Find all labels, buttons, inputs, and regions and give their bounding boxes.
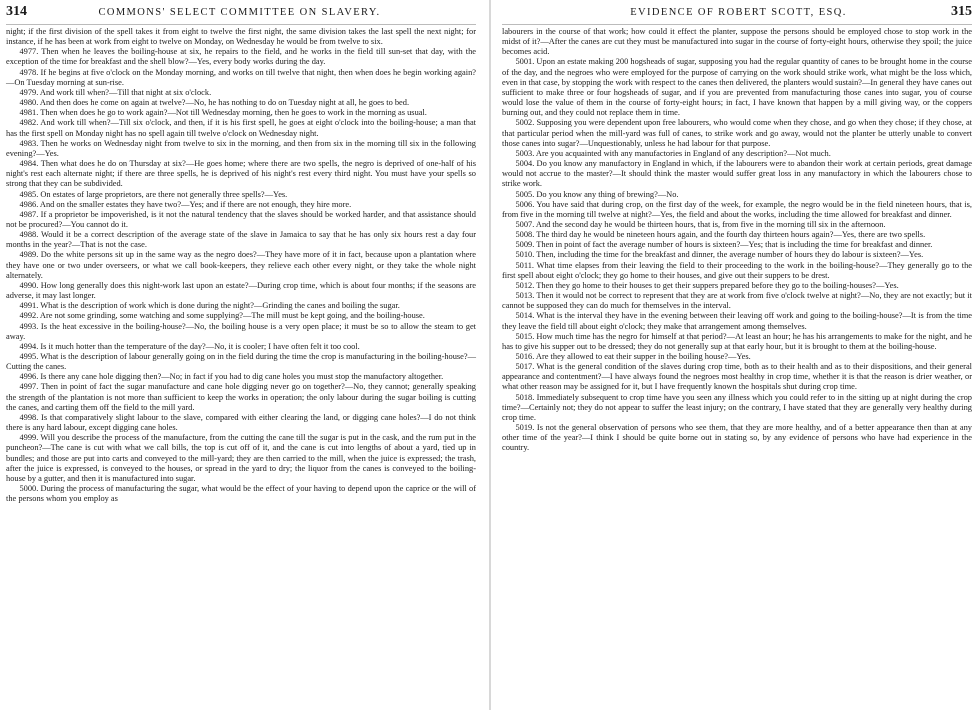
right-page <box>490 0 980 710</box>
evidence-paragraph: 4984. Then what does he do on Thursday at six?—He goes home; where there are two spells, the negro is deprived of one-half of his night's rest each alternate night; if there are three spells, he is deprived of his night's rest every third night. You must have your spells so strong that they can be subdivided. <box>6 159 476 189</box>
evidence-paragraph: 4993. Is the heat excessive in the boiling-house?—No, the boiling house is a very open place; it must be so to allow the steam to get away. <box>6 321 476 341</box>
evidence-paragraph: 5011. What time elapses from their leaving the field to their proceeding to the work in the boiling-house?—They generally go to the first spell about eight o'clock; they go home to their houses, and give out their suppers to be drest. <box>502 260 972 280</box>
evidence-paragraph: 4978. If he begins at five o'clock on the Monday morning, and works on till twelve that night, then when does he begin working again?—On Tuesday morning at sun-rise. <box>6 67 476 87</box>
evidence-paragraph: 5015. How much time has the negro for himself at that period?—At least an hour; he has his arrangements to make for the night, and he has to give his supper out to be dressed; they do not generally sup at that early hour, but it is brought to them at the boiling-house. <box>502 331 972 351</box>
evidence-paragraph: 4977. Then when he leaves the boiling-house at six, he repairs to the field, and he works in the field till sun-set that day, with the exception of the time for breakfast and the shell blow?—Yes, every body works during the day. <box>6 47 476 67</box>
evidence-paragraph: 4987. If a proprietor be impoverished, is it not the natural tendency that the slaves should be worked harder, and that assistance should not be procured?—You cannot do it. <box>6 209 476 229</box>
evidence-paragraph: 5013. Then it would not be correct to represent that they are at work from five o'clock twelve at night?—No, they are not exactly; but it cannot be supposed they can do much for themselves in the interval. <box>502 291 972 311</box>
evidence-paragraph: 5001. Upon an estate making 200 hogsheads of sugar, supposing you had the regular quantity of canes to be brought home in the course of the day, and the negroes who were employed for the purpose of carrying on the work should strike work, what might be the loss which, even in that case, by stopping the work with respect to the canes then delivered, the planters would sustain?—In general they have canes out sufficient to make three or four hogsheads of sugar, and if you are prevented from manufacturing those canes into sugar, you of course would lose the value of them in the course of forty-eight hours; in fact, I have known that happen by a mill giving way, or the coppers burning out, and they could not replace them in time. <box>502 57 973 118</box>
evidence-paragraph: 5004. Do you know any manufactory in England in which, if the labourers were to abandon their work at certain periods, great damage would not accrue to the master?—It should think the master would suffer great loss in any manufactory in which the labourers chose to strike work. <box>502 159 972 189</box>
evidence-paragraph: 5016. Are they allowed to eat their supper in the boiling house?—Yes. <box>515 352 751 361</box>
evidence-paragraph: 4981. Then when does he go to work again?—Not till Wednesday morning, then he goes to work in the morning as usual. <box>19 108 427 118</box>
evidence-paragraph: 4982. And work till when?—Till six o'clock, and then, if it is his first spell, he goes at eight o'clock into the boiling-house; a man that has the first spell on Monday night has no spell again till twelve o'clock on Wednesday night. <box>6 118 476 138</box>
evidence-paragraph: 4990. How long generally does this night-work last upon an estate?—During crop time, which is about four months; if the seasons are adverse, it may last longer. <box>6 280 476 301</box>
evidence-paragraph: 4997. Then in point of fact the sugar manufacture and cane hole digging never go on together?—No, they cannot; generally speaking the strength of the plantation is not more than sufficient to keep the works in operation; the only labour during the sugar boiling is cutting the canes, and carting them off the field to the mill yard. <box>6 382 476 412</box>
evidence-paragraph: 5005. Do you know any thing of brewing?—No. <box>515 189 679 199</box>
evidence-paragraph: 5007. And the second day he would be thirteen hours, that is, from five in the morning till six in the afternoon. <box>515 219 886 229</box>
evidence-paragraph: 4988. Would it be a correct description of the average state of the slave in Jamaica to say that he has only six hours rest a day four months in the year?—That is not the case. <box>6 230 476 250</box>
evidence-paragraph: 5006. You have said that during crop, on the first day of the week, for example, the negro would be in the field nineteen hours, that is, from five in the morning till twelve at night?—Yes, the field and about the works, including the time allowed for breakfast and dinner. <box>502 199 972 219</box>
evidence-paragraph: 4979. And work till when?—Till that night at six o'clock. <box>19 87 212 97</box>
right-page-header <box>502 4 972 25</box>
evidence-paragraph: 4994. Is it much hotter than the temperature of the day?—No, it is cooler; I have often felt it too cool. <box>19 341 360 351</box>
evidence-paragraph: 5009. Then in point of fact the average number of hours is sixteen?—Yes; that is including the time for breakfast and dinner. <box>515 240 933 250</box>
evidence-paragraph: 4985. On estates of large proprietors, are there not generally three spells?—Yes. <box>19 189 288 199</box>
evidence-paragraph: 4995. What is the description of labour generally going on in the field during the time the crop is manufacturing in the boiling-house?—Cutting the canes. <box>6 352 476 372</box>
evidence-paragraph: 5003. Are you acquainted with any manufactories in England of any description?—Not much. <box>515 148 831 158</box>
evidence-paragraph: 4999. Will you describe the process of the manufacture, from the cutting the cane till the sugar is put in the cask, and the rum put in the puncheon?—The cane is cut with what we call bills, the top is cut off of it, and the cane is cut into lengths of about a yard, tied up in bundles; and those are put into carts and conveyed to the mill-yard; they are then carried to the mill, when the juice is expressed; the trash, after the juice is expressed, is conveyed to the houses, or spread in the yard to dry; the liquor from the canes is conveyed to the boiling-house by a gutter, and then it is manufactured into sugar. <box>6 433 476 483</box>
evidence-paragraph: 4998. Is that comparatively slight labour to the slave, compared with either clearing the land, or digging cane holes?—I do not think there is any hard labour, except digging cane holes. <box>6 412 476 433</box>
evidence-paragraph: 4980. And then does he come on again at twelve?—No, he has nothing to do on Tuesday night at all, he goes to bed. <box>19 98 410 108</box>
evidence-paragraph: 4989. Do the white persons sit up in the same way as the negro does?—They have more of it in fact, because upon a plantation where they have one or two under overseers, or what we call book-keepers, they relieve each other every night, or they take the whole night alternately. <box>6 250 476 280</box>
left-running-head: COMMONS' SELECT COMMITTEE ON SLAVERY. <box>98 7 381 18</box>
evidence-paragraph: 4991. What is the description of work which is done during the night?—Grinding the canes and boiling the sugar. <box>19 301 400 311</box>
evidence-paragraph: 5008. The third day he would be nineteen hours again, and the fourth day thirteen hours again?—Yes, there are two spells. <box>515 230 926 240</box>
left-page-number: 314 <box>6 4 27 19</box>
right-running-head: EVIDENCE OF ROBERT SCOTT, ESQ. <box>630 7 847 18</box>
right-page-text <box>502 27 972 454</box>
evidence-paragraph: labourers in the course of that work; how could it effect the planter, suppose the persons should be employed chose to stop work in the midst of it?—After the canes are cut they must be manufactured into sugar in the course of forty-eight hours, otherwise they spoil; the juice becomes acid. <box>502 27 972 57</box>
evidence-paragraph: 5010. Then, including the time for the breakfast and dinner, the average number of hours they do labour is sixteen?—Yes. <box>515 250 924 260</box>
evidence-paragraph: 5019. Is not the general observation of persons who see them, that they are more healthy, and of a better appearance then than at any other time of the year?—I think I should be quite borne out in stating so, by any evidence of persons who have had experience in the country. <box>502 423 972 453</box>
evidence-paragraph: 5002. Supposing you were dependent upon free labourers, who would come when they chose, and go when they chose; if they chose, at that particular period when the mill-yard was full of canes, to strike work and go away, would not the planter be utterly unable to convert those canes into sugar?—Unquestionably, unless he had labour for that purpose. <box>502 118 972 148</box>
left-page-header <box>6 4 476 25</box>
left-page-text <box>6 27 476 504</box>
evidence-paragraph: 5018. Immediately subsequent to crop time have you seen any illness which you could refer to in the sitting up at night during the crop time?—Certainly not; they do not appear to suffer the least injury; on the contrary, I have stated that they are generally very healthy during crop time. <box>502 392 972 422</box>
evidence-paragraph: 5012. Then they go home to their houses to get their suppers prepared before they go to the boiling-houses?—Yes. <box>515 280 899 290</box>
evidence-paragraph: night; if the first division of the spell takes it from eight to twelve the first night, the same division takes the last spell the next night; for instance, if he has been at work from eight to twelve on Monday, on Wednesday he would be from twelve to six. <box>6 27 476 47</box>
right-page-number: 315 <box>950 4 972 19</box>
evidence-paragraph: 4986. And on the smaller estates they have two?—Yes; and if there are not enough, they hire more. <box>19 199 352 209</box>
evidence-paragraph: 5017. What is the general condition of the slaves during crop time, both as to their health and as to their dispositions, and their general appearance and contentment?—I have always found the negroes most healthy in crop time, whether it is that the reason is drier weather, or what other reason may be assigned for it, but I have frequently known the hospitals shut during crop time. <box>502 362 972 392</box>
evidence-paragraph: 5000. During the process of manufacturing the sugar, what would be the effect of your having to depend upon the caprice or the will of the persons whom you employ as <box>6 484 476 504</box>
evidence-paragraph: 4996. Is there any cane hole digging then?—No; in fact if you had to dig cane holes you must stop the manufactory altogether. <box>19 372 444 382</box>
evidence-paragraph: 4992. Are not some grinding, some watching and some supplying?—The mill must be kept going, and the boiling-house. <box>19 311 425 321</box>
evidence-paragraph: 5014. What is the interval they have in the evening between their leaving off work and going to the boiling-house?—It is from the time they leave the field till about eight o'clock; they make that arrangement among themselves. <box>502 311 972 331</box>
evidence-paragraph: 4983. Then he works on Wednesday night from twelve to six in the morning, and then from six in the morning till six in the following evening?—Yes. <box>6 138 476 158</box>
